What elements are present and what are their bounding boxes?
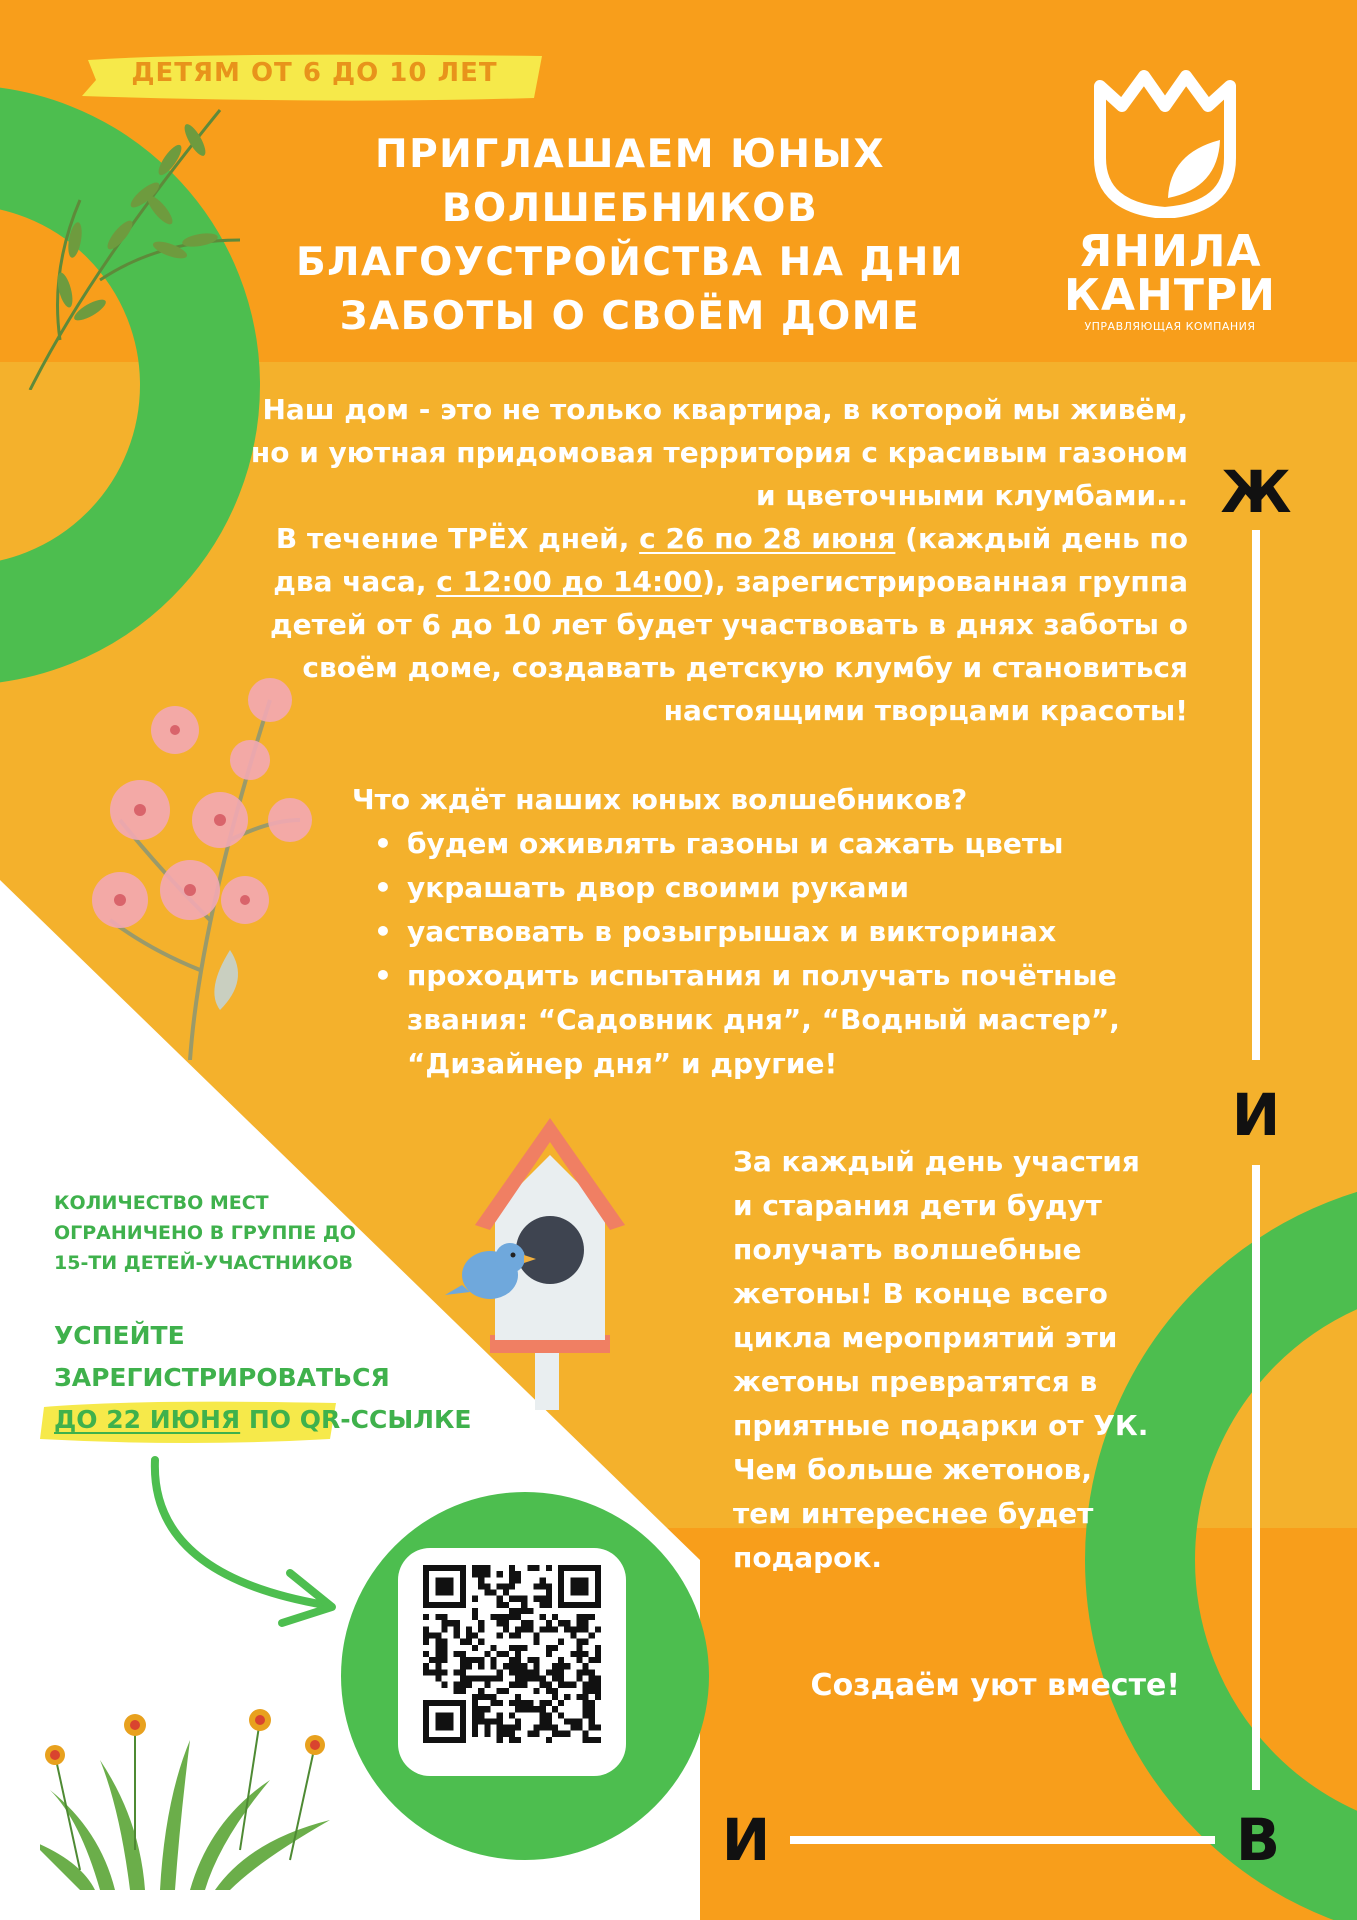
tokens-line: получать волшебные <box>733 1233 1082 1266</box>
list-item-text: проходить испытания и получать почётные <box>407 959 1117 992</box>
list-item-text: украшать двор своими руками <box>407 871 909 904</box>
registration-deadline: ДО 22 ИЮНЯ <box>54 1405 241 1434</box>
intro-line: но и уютная придомовая территория с красивым газоном <box>250 436 1188 469</box>
list-item-text: будем оживлять газоны и сажать цветы <box>407 827 1064 860</box>
activities-title: Что ждёт наших юных волшебников? <box>352 783 968 816</box>
tokens-line: тем интереснее будет <box>733 1497 1094 1530</box>
tokens-line: За каждый день участия <box>733 1145 1140 1178</box>
bottom-letter: И <box>721 1806 771 1874</box>
slogan: Создаём уют вместе! <box>810 1668 1180 1703</box>
register-line: ЗАРЕГИСТРИРОВАТЬСЯ <box>54 1363 390 1392</box>
intro-line: настоящими творцами красоты! <box>663 694 1188 727</box>
list-item-text: уаствовать в розыгрышах и викторинах <box>407 915 1057 948</box>
tokens-line: приятные подарки от УК. <box>733 1409 1149 1442</box>
tokens-line: жетоны превратятся в <box>733 1365 1098 1398</box>
vertical-letter: Ж <box>1220 458 1292 526</box>
list-item-text: “Дизайнер дня” и другие! <box>407 1047 838 1080</box>
headline: ПРИГЛАШАЕМ ЮНЫХ ВОЛШЕБНИКОВ БЛАГОУСТРОЙСТВА НА ДНИ ЗАБОТЫ О СВОЁМ ДОМЕ <box>295 132 965 339</box>
intro-line: и цветочными клумбами... <box>756 479 1188 512</box>
intro-text: ), зарегистрированная группа <box>702 565 1188 598</box>
intro-text: (каждый день по <box>895 522 1188 555</box>
tokens-line: подарок. <box>733 1541 883 1574</box>
intro-text: два часа, <box>273 565 437 598</box>
logo-name-line2: КАНТРИ <box>1064 270 1276 321</box>
register-text: ПО QR-ССЫЛКЕ <box>240 1405 472 1434</box>
limit-line: 15-ТИ ДЕТЕЙ-УЧАСТНИКОВ <box>54 1252 354 1274</box>
event-time: с 12:00 до 14:00 <box>436 565 703 598</box>
logo-name-line1: ЯНИЛА <box>1078 226 1262 277</box>
intro-line: своём доме, создавать детскую клумбу и становиться <box>302 651 1188 684</box>
register-line: УСПЕЙТЕ <box>54 1321 185 1350</box>
intro-line: детей от 6 до 10 лет будет участвовать в днях заботы о <box>270 608 1188 641</box>
limit-line: КОЛИЧЕСТВО МЕСТ <box>54 1192 269 1214</box>
intro-text: В течение ТРЁХ дней, <box>275 522 640 555</box>
tokens-line: и старания дети будут <box>733 1189 1102 1222</box>
tokens-line: Чем больше жетонов, <box>733 1453 1092 1486</box>
event-dates: с 26 по 28 июня <box>639 522 896 555</box>
intro-line: Наш дом - это не только квартира, в которой мы живём, <box>262 393 1188 426</box>
age-badge: ДЕТЯМ ОТ 6 ДО 10 ЛЕТ <box>131 58 498 88</box>
list-item-text: звания: “Садовник дня”, “Водный мастер”, <box>407 1003 1120 1036</box>
limit-line: ОГРАНИЧЕНО В ГРУППЕ ДО <box>54 1222 356 1244</box>
bottom-letter: В <box>1235 1806 1281 1874</box>
logo-subtitle: УПРАВЛЯЮЩАЯ КОМПАНИЯ <box>1084 320 1256 333</box>
tokens-line: жетоны! В конце всего <box>733 1277 1108 1310</box>
tokens-line: цикла мероприятий эти <box>733 1321 1118 1354</box>
vertical-letter: И <box>1231 1081 1281 1149</box>
